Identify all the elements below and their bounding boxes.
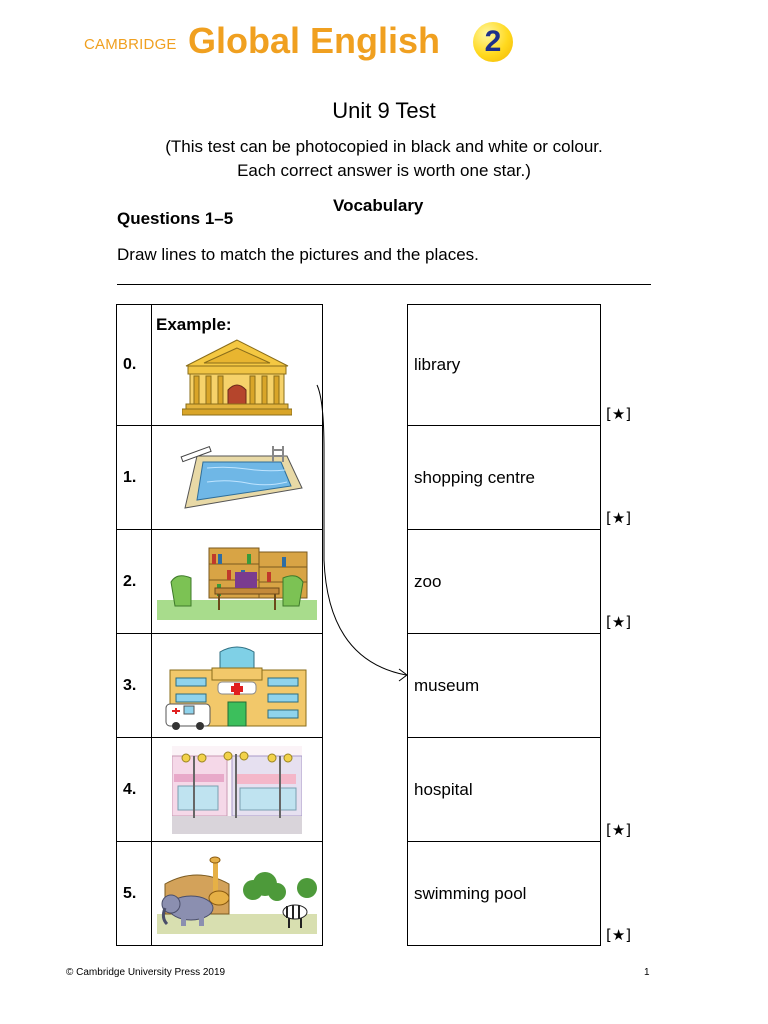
logo-series-text: Global English <box>188 20 441 61</box>
subtitle-line-2: Each correct answer is worth one star.) <box>237 161 531 180</box>
page-title: Unit 9 Test <box>332 98 436 123</box>
page-number: 1 <box>644 967 650 978</box>
star-mark: [★] <box>606 821 632 839</box>
row-number: 0. <box>117 305 152 426</box>
place-label: library <box>408 305 601 426</box>
star-mark: [★] <box>606 613 632 631</box>
questions-heading: Questions 1–5 <box>117 209 234 228</box>
logo-level-badge: 2 <box>473 22 513 62</box>
star-mark: [★] <box>606 509 632 527</box>
example-label: Example: <box>156 315 232 334</box>
place-label: shopping centre <box>408 426 601 530</box>
subtitle-line-1: (This test can be photocopied in black and white or colour. <box>165 137 603 156</box>
row-number: 1. <box>117 426 152 530</box>
row-number: 4. <box>117 738 152 842</box>
row-number: 5. <box>117 842 152 946</box>
place-label: museum <box>408 634 601 738</box>
row-number: 3. <box>117 634 152 738</box>
place-label: zoo <box>408 530 601 634</box>
place-label: hospital <box>408 738 601 842</box>
place-label: swimming pool <box>408 842 601 946</box>
section-heading: Vocabulary <box>333 196 424 215</box>
instruction-text: Draw lines to match the pictures and the places. <box>117 245 479 264</box>
star-mark: [★] <box>606 405 632 423</box>
row-number: 2. <box>117 530 152 634</box>
star-mark: [★] <box>606 926 632 944</box>
logo-cambridge-text: CAMBRIDGE <box>84 36 177 53</box>
copyright-footer: © Cambridge University Press 2019 <box>66 967 226 978</box>
